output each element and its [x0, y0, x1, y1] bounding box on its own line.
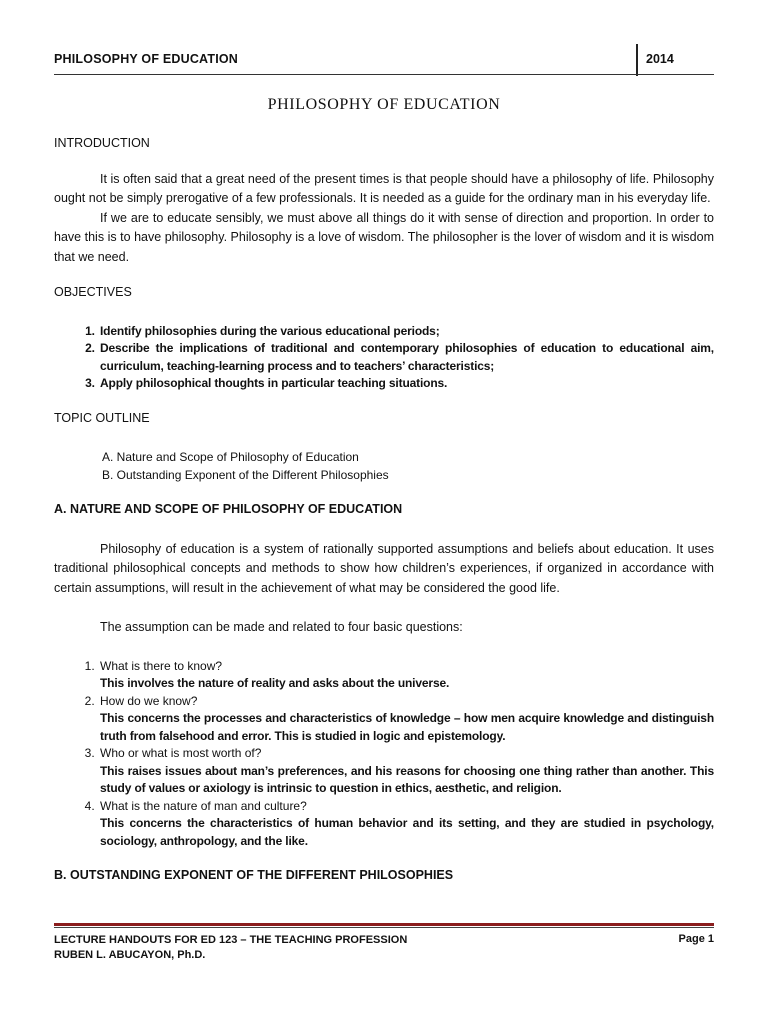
footer-rule [54, 923, 714, 926]
question-title: 1. What is there to know? [100, 658, 223, 673]
document-body [54, 134, 714, 886]
list-item: 1. Identify philosophies during the various educational periods; [98, 323, 714, 341]
question-title: 4. What is the nature of man and culture? [100, 798, 307, 813]
list-item: 3. Apply philosophical thoughts in particular teaching situations. [98, 375, 714, 393]
section-a-lead: The assumption can be made and related to four basic questions: [100, 620, 463, 634]
topic-outline-heading: TOPIC OUTLINE [54, 410, 150, 425]
header-rule [54, 74, 714, 75]
footer-author: RUBEN L. ABUCAYON, Ph.D. [54, 949, 206, 961]
section-b-heading: B. OUTSTANDING EXPONENT OF THE DIFFERENT PHILOSOPHIES [54, 868, 454, 882]
list-item [98, 745, 714, 798]
questions-list [54, 658, 714, 851]
objectives-heading: OBJECTIVES [54, 285, 132, 299]
intro-paragraph: It is often said that a great need of the present times is that people should have a philosophy of life. Philosophy ought not be simply prerogative of a few professionals. It is needed as a guide for the ordinary man in his everyday life. [54, 171, 714, 205]
section-a-heading: A. NATURE AND SCOPE OF PHILOSOPHY OF EDUCATION [54, 502, 403, 516]
page-number: Page 1 [678, 933, 714, 945]
list-item: A. Nature and Scope of Philosophy of Education [102, 450, 359, 464]
question-answer: This concerns the processes and characteristics of knowledge – how men acquire knowledge and distinguish truth from falsehood and error. This is studied in logic and epistemology. [100, 711, 714, 743]
question-title: 2. How do we know? [100, 693, 198, 708]
section-a-paragraph: Philosophy of education is a system of rationally supported assumptions and beliefs about education. It uses traditional philosophical concepts and methods to show how children’s experiences, if organized in accordance with certain assumptions, will result in the achievement of what may be considered the good life. [54, 541, 714, 595]
intro-paragraph: If we are to educate sensibly, we must above all things do it with sense of direction and proportion. In order to have this is to have philosophy. Philosophy is a love of wisdom. The philosopher is the lover of wisdom and it is wisdom that we need. [54, 210, 714, 264]
question-answer: This raises issues about man’s preferences, and his reasons for choosing one thing rather than another. This study of values or axiology is intrinsic to question in ethics, aesthetic, and religion. [100, 763, 714, 795]
list-item: B. Outstanding Exponent of the Different Philosophies [102, 468, 389, 482]
intro-heading: INTRODUCTION [54, 136, 150, 150]
topic-outline-list [54, 448, 714, 484]
question-title: 3. Who or what is most worth of? [100, 746, 262, 760]
footer-rule-thin [54, 927, 714, 928]
list-item: 2. Describe the implications of traditional and contemporary philosophies of education to educational aim, curriculum, teaching-learning process and to teachers’ characteristics; [98, 340, 714, 375]
header-divider [636, 44, 638, 76]
header-year: 2014 [646, 52, 674, 66]
list-item [98, 798, 714, 851]
question-answer: This involves the nature of reality and asks about the universe. [100, 676, 450, 690]
footer-course: LECTURE HANDOUTS FOR ED 123 – THE TEACHING PROFESSION [54, 934, 408, 946]
objectives-list [54, 323, 714, 393]
header-title: PHILOSOPHY OF EDUCATION [54, 52, 239, 66]
document-title: PHILOSOPHY OF EDUCATION [267, 96, 501, 113]
question-answer: This concerns the characteristics of human behavior and its setting, and they are studied in psychology, sociology, anthropology, and the like. [100, 816, 714, 848]
footer-credits [54, 933, 407, 963]
list-item [98, 693, 714, 746]
list-item [98, 658, 714, 693]
